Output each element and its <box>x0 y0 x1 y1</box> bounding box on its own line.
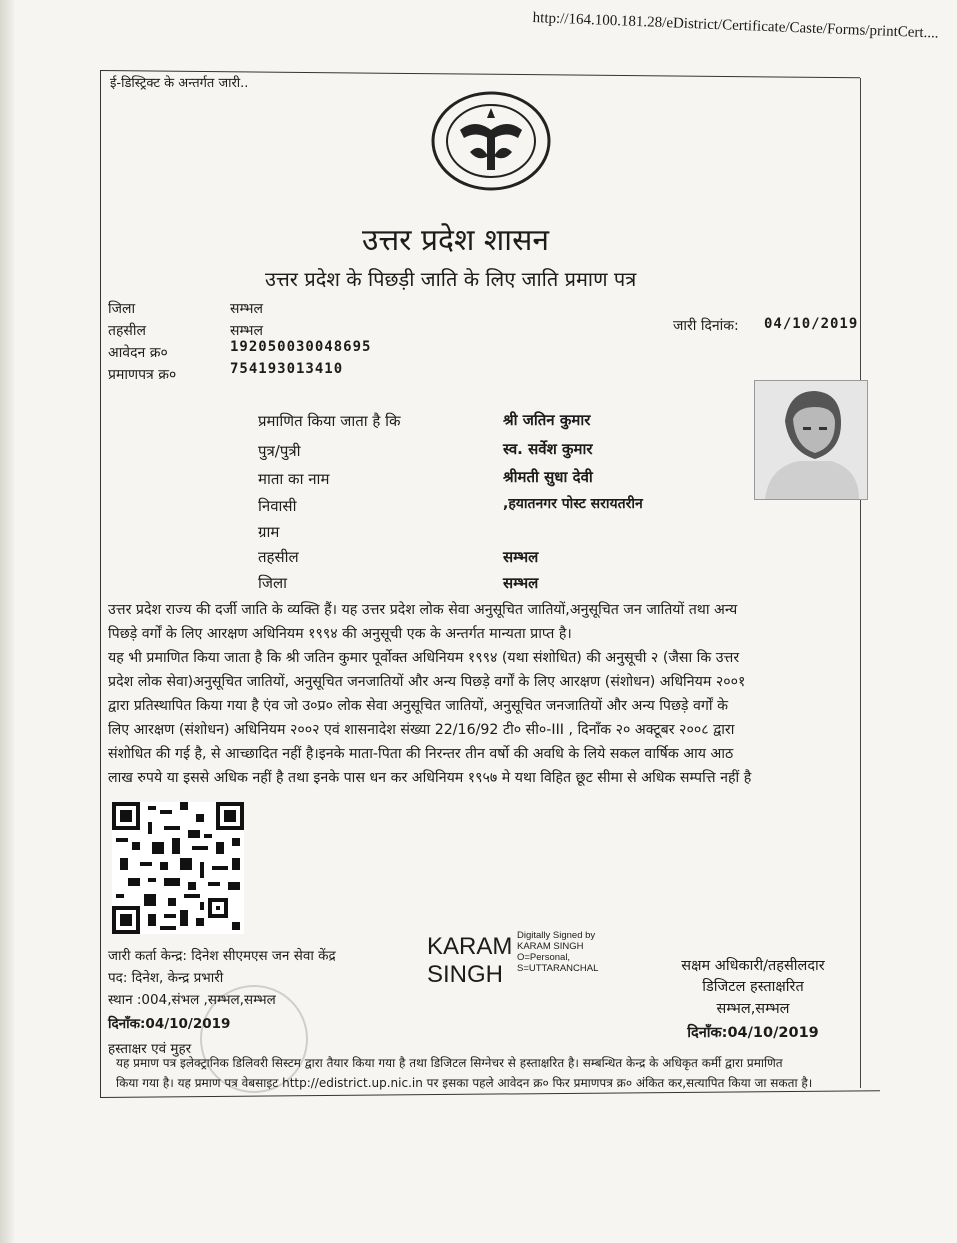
resident-value: ,हयातनगर पोस्ट सरायतरीन <box>503 496 643 512</box>
application-no-label: आवेदन क्र० <box>108 345 168 361</box>
body-line: संशोधित की गई है, से आच्छादित नहीं है।इनके माता-पिता की निरन्तर तीन वर्षो की अवधि के लिये सकल वार्षिक आय आठ <box>108 746 734 762</box>
district-value: सम्भल <box>230 301 263 317</box>
tehsil-label: तहसील <box>108 323 146 339</box>
digital-signature-info <box>517 930 598 974</box>
up-emblem-icon <box>430 90 552 192</box>
page-title: उत्तर प्रदेश शासन <box>362 223 550 258</box>
field-district-label: जिला <box>258 574 288 592</box>
digital-signature-name <box>427 933 512 989</box>
applicant-photo <box>754 380 868 500</box>
frame-left <box>100 70 101 1098</box>
signature-info-line: S=UTTARANCHAL <box>517 963 599 974</box>
body-line: उत्तर प्रदेश राज्य की दर्जी जाति के व्यक्ति हैं। यह उत्तर प्रदेश लोक सेवा अनुसूचित जातियों,अनुसूचित जन जातियों तथा अन्य <box>108 602 738 618</box>
footer-note-line: किया गया है। यह प्रमाण पत्र वेबसाइट http://edistrict.up.nic.in पर इसका पहले आवेदन क्र० फिर प्रमाणपत्र क्र० अंकित कर,सत्यापित किया जा सकता है। <box>116 1076 813 1090</box>
district-label: जिला <box>108 301 136 317</box>
paper-edge <box>0 0 14 1243</box>
qr-code-icon <box>112 802 244 934</box>
field-district-value: सम्भल <box>503 574 539 592</box>
field-tehsil-label: तहसील <box>258 548 299 566</box>
signature-info-line: O=Personal, <box>517 952 571 963</box>
body-line: द्वारा प्रतिस्थापित किया गया है एंव जो उ०प्र० लोक सेवा अनुसूचित जातियों, अनुसूचित जनजातियों और अन्य पिछड़े वर्गों के <box>108 698 728 714</box>
signature-info-line: KARAM SINGH <box>517 941 584 952</box>
signature-info-line: Digitally Signed by <box>517 930 596 941</box>
person-photo-icon <box>755 381 867 499</box>
tehsil-value: सम्भल <box>230 323 263 339</box>
son-daughter-label: पुत्र/पुत्री <box>258 442 301 460</box>
issue-date-label: जारी दिनांक: <box>673 318 739 334</box>
body-line: लिए आरक्षण (संशोधन) अधिनियम २००२ एवं शासनादेश संख्या 22/16/92 टी० सी०-III , दिनाँक २० अक्टूबर २००८ द्वारा <box>108 722 735 738</box>
page-url: http://164.100.181.28/eDistrict/Certificate/Caste/Forms/printCert.... <box>532 10 939 42</box>
certificate-body <box>108 598 860 790</box>
father-name: स्व. सर्वेश कुमार <box>503 440 593 458</box>
certify-label: प्रमाणित किया जाता है कि <box>258 412 401 430</box>
body-line: लाख रुपये या इससे अधिक नहीं है तथा इनके पास धन कर अधिनियम १९५७ मे यथा विहित छूट सीमा से अधिक सम्पत्ति नहीं है <box>108 770 752 786</box>
applicant-name: श्री जतिन कुमार <box>503 411 591 429</box>
footer-note-line: यह प्रमाण पत्र इलेक्ट्रानिक डिलिवरी सिस्टम द्वारा तैयार किया गया है तथा डिजिटल सिग्नेचर से हस्ताक्षरित है। सम्बन्धित केन्द्र के अधिकृत कर्मी द्वारा प्रमाणित <box>116 1056 783 1070</box>
body-line: प्रदेश लोक सेवा)अनुसूचित जातियों, अनुसूचित जनजातियों और अन्य पिछड़े वर्गों के लिए आरक्षण (संशोधन) अधिनियम २००१ <box>108 674 746 690</box>
body-line: यह भी प्रमाणित किया जाता है कि श्री जतिन कुमार पूर्वोक्त अधिनियम १९९४ (यथा संशोधित) की अनुसूची २ (जैसा कि उत्तर <box>108 650 740 666</box>
authority-digital-signed: डिजिटल हस्ताक्षरित <box>702 979 804 995</box>
issuer-date: दिनाँक:04/10/2019 <box>108 1016 231 1032</box>
resident-label: निवासी <box>258 497 297 515</box>
application-no-value: 192050030048695 <box>230 339 372 355</box>
issuer-center: जारी कर्ता केन्द्र: दिनेश सीएमएस जन सेवा केंद्र <box>108 948 336 964</box>
issuer-post: पद: दिनेश, केन्द्र प्रभारी <box>108 970 224 986</box>
village-label: ग्राम <box>258 523 280 541</box>
signature-name-line: KARAM <box>427 933 513 960</box>
field-tehsil-value: सम्भल <box>503 548 539 566</box>
certificate-no-label: प्रमाणपत्र क्र० <box>108 367 177 383</box>
issuer-place: स्थान :004,संभल ,सम्भल,सम्भल <box>108 992 276 1008</box>
mother-name: श्रीमती सुधा देवी <box>503 468 593 486</box>
body-line: पिछड़े वर्गों के लिए आरक्षण अधिनियम १९९४ की अनुसूची एक के अन्तर्गत मान्यता प्राप्त है। <box>108 626 572 642</box>
issued-under: ई-डिस्ट्रिक्ट के अन्तर्गत जारी.. <box>110 76 249 91</box>
certificate-no-value: 754193013410 <box>230 361 344 377</box>
certificate-subtitle: उत्तर प्रदेश के पिछड़ी जाति के लिए जाति प्रमाण पत्र <box>265 267 637 291</box>
issue-date-value: 04/10/2019 <box>764 316 859 332</box>
authority-title: सक्षम अधिकारी/तहसीलदार <box>681 958 825 974</box>
frame-bottom <box>100 1090 880 1098</box>
authority-place: सम्भल,सम्भल <box>716 1001 790 1017</box>
mother-name-label: माता का नाम <box>258 470 330 488</box>
frame-right <box>860 78 861 1088</box>
signature-seal-label: हस्ताक्षर एवं मुहर <box>108 1041 192 1057</box>
signature-name-line: SINGH <box>427 961 504 988</box>
authority-date: दिनाँक:04/10/2019 <box>687 1025 819 1041</box>
